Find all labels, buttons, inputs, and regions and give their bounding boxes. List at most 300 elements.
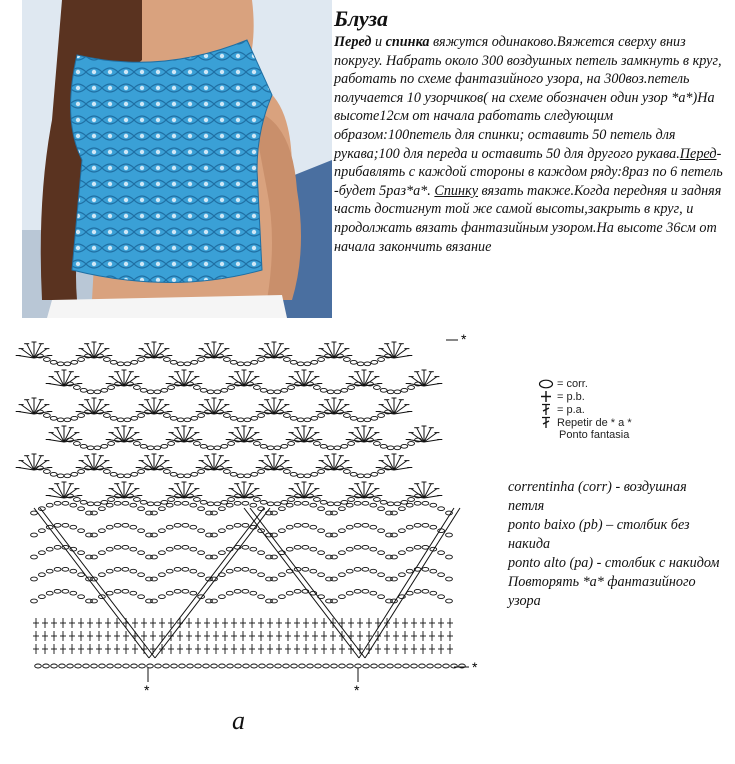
foundation-chain: [419, 664, 426, 668]
chain-stitch: [230, 472, 237, 476]
chain-stitch: [408, 498, 415, 502]
chain-stitch: [354, 501, 361, 505]
chain-stitch: [219, 595, 226, 599]
foundation-chain: [171, 664, 178, 668]
foundation-chain: [99, 664, 106, 668]
chain-stitch: [346, 569, 353, 573]
chain-stitch: [380, 500, 387, 504]
chain-stitch: [130, 525, 137, 529]
chain-stitch: [331, 599, 338, 603]
chain-stitch: [54, 545, 61, 549]
chain-stitch: [258, 551, 265, 555]
chain-stitch: [438, 507, 445, 511]
chain-stitch: [362, 567, 369, 571]
chain-stitch: [219, 507, 226, 511]
chain-stitch: [348, 498, 355, 502]
chain-stitch: [281, 388, 288, 392]
chain-stitch: [250, 569, 257, 573]
chain-stitch: [219, 529, 226, 533]
chain-stitch: [286, 503, 293, 507]
chain-stitch: [130, 569, 137, 573]
chain-stitch: [387, 446, 394, 450]
chain-stitch: [318, 551, 325, 555]
chain-stitch: [159, 595, 166, 599]
chain-stitch: [387, 502, 394, 506]
chain-stitch: [362, 545, 369, 549]
chain-stitch: [106, 591, 113, 595]
chain-stitch: [378, 414, 385, 418]
chain-stitch: [108, 386, 115, 390]
chain-stitch: [134, 498, 141, 502]
chain-stitch: [350, 416, 357, 420]
chain-stitch: [279, 573, 286, 577]
chain-stitch: [184, 474, 191, 478]
chain-stitch: [154, 390, 161, 394]
chain-stitch: [406, 525, 413, 529]
foundation-chain: [435, 664, 442, 668]
chain-stitch: [302, 567, 309, 571]
chain-stitch: [331, 577, 338, 581]
chain-stitch: [200, 388, 207, 392]
chain-stitch: [226, 525, 233, 529]
chain-stitch: [310, 569, 317, 573]
chain-stitch: [279, 507, 286, 511]
chain-stitch: [311, 416, 318, 420]
chain-stitch: [327, 502, 334, 506]
chain-stitch: [138, 595, 145, 599]
chain-stitch: [151, 533, 158, 537]
chain-stitch: [344, 358, 351, 362]
chain-stitch: [194, 442, 201, 446]
chain-stitch: [244, 474, 251, 478]
chain-stitch: [446, 577, 453, 581]
chain-stitch: [378, 529, 385, 533]
chain-stitch: [271, 599, 278, 603]
chain-stitch: [182, 567, 189, 571]
chain-stitch: [271, 577, 278, 581]
chain-stitch: [294, 523, 301, 527]
chain-stitch: [62, 501, 69, 505]
chain-stitch: [406, 547, 413, 551]
chain-stitch: [354, 545, 361, 549]
foundation-chain: [315, 664, 322, 668]
chain-stitch: [250, 591, 257, 595]
chain-stitch: [408, 386, 415, 390]
chain-stitch: [54, 501, 61, 505]
chain-stitch: [164, 358, 171, 362]
chain-stitch: [211, 599, 218, 603]
chain-stitch: [258, 414, 265, 418]
chain-stitch: [46, 569, 53, 573]
chain-stitch: [331, 511, 338, 515]
double-crochet-icon: [535, 416, 557, 429]
chain-oval-icon: [535, 379, 557, 389]
chain-stitch: [78, 529, 85, 533]
chain-stitch: [234, 567, 241, 571]
chain-stitch: [297, 474, 304, 478]
foundation-chain: [131, 664, 138, 668]
chain-stitch: [260, 444, 267, 448]
chain-stitch: [184, 362, 191, 366]
chain-stitch: [106, 525, 113, 529]
chain-stitch: [320, 444, 327, 448]
chain-stitch: [258, 358, 265, 362]
chain-stitch: [122, 545, 129, 549]
chain-stitch: [274, 446, 281, 450]
chain-stitch: [78, 595, 85, 599]
long-stitch-line: [250, 508, 365, 658]
chain-stitch: [430, 591, 437, 595]
chain-stitch: [50, 472, 57, 476]
chain-stitch: [147, 390, 154, 394]
chain-stitch: [134, 386, 141, 390]
foundation-chain: [155, 664, 162, 668]
chain-stitch: [290, 472, 297, 476]
chain-stitch: [190, 591, 197, 595]
chain-stitch: [174, 589, 181, 593]
glossary-item: Повторять *а* фантазийного узора: [508, 574, 696, 609]
chain-stitch: [151, 555, 158, 559]
foundation-chain: [35, 664, 42, 668]
chain-stitch: [422, 501, 429, 505]
chain-stitch: [237, 418, 244, 422]
chain-stitch: [198, 507, 205, 511]
chain-stitch: [304, 362, 311, 366]
chain-stitch: [131, 416, 138, 420]
chain-stitch: [339, 529, 346, 533]
chain-stitch: [168, 386, 175, 390]
chain-stitch: [166, 569, 173, 573]
chain-stitch: [198, 529, 205, 533]
legend-row-repeat: [535, 416, 632, 429]
chain-stitch: [182, 523, 189, 527]
chain-stitch: [344, 414, 351, 418]
chain-stitch: [362, 501, 369, 505]
chain-stitch: [234, 589, 241, 593]
chain-stitch: [318, 529, 325, 533]
chain-stitch: [279, 595, 286, 599]
chain-stitch: [130, 591, 137, 595]
foundation-chain: [203, 664, 210, 668]
chain-stitch: [339, 551, 346, 555]
blouse-photo: [22, 0, 332, 318]
chain-stitch: [64, 474, 71, 478]
chain-stitch: [54, 523, 61, 527]
chain-stitch: [370, 525, 377, 529]
chain-stitch: [99, 551, 106, 555]
chain-stitch: [391, 555, 398, 559]
legend-row-double: [535, 403, 632, 416]
chain-stitch: [346, 503, 353, 507]
chain-stitch: [394, 446, 401, 450]
chain-stitch: [318, 573, 325, 577]
chain-stitch: [99, 529, 106, 533]
chain-stitch: [258, 470, 265, 474]
chain-stitch: [46, 547, 53, 551]
chain-stitch: [354, 567, 361, 571]
crochet-chart: [14, 328, 494, 698]
foundation-chain: [91, 664, 98, 668]
foundation-chain: [115, 664, 122, 668]
chain-stitch: [357, 474, 364, 478]
chain-stitch: [64, 418, 71, 422]
chain-stitch: [267, 502, 274, 506]
chain-stitch: [380, 388, 387, 392]
chain-stitch: [99, 507, 106, 511]
chain-stitch: [378, 358, 385, 362]
legend-pattern-note: Ponto fantasia: [559, 429, 630, 441]
chain-stitch: [346, 547, 353, 551]
chain-stitch: [198, 358, 205, 362]
chain-stitch: [327, 446, 334, 450]
chain-stitch: [164, 414, 171, 418]
legend-row-single: [535, 390, 632, 403]
chain-stitch: [288, 442, 295, 446]
chain-stitch: [138, 470, 145, 474]
chain-stitch: [62, 523, 69, 527]
chain-stitch: [294, 545, 301, 549]
chain-stitch: [378, 573, 385, 577]
chain-stitch: [124, 362, 131, 366]
chain-stitch: [406, 569, 413, 573]
chain-stitch: [182, 589, 189, 593]
chain-stitch: [320, 388, 327, 392]
chain-stitch: [101, 388, 108, 392]
chain-stitch: [334, 502, 341, 506]
chain-stitch: [357, 418, 364, 422]
chain-stitch: [80, 388, 87, 392]
chain-stitch: [214, 502, 221, 506]
chain-stitch: [346, 525, 353, 529]
chain-stitch: [74, 498, 81, 502]
chain-stitch: [304, 474, 311, 478]
chain-stitch: [370, 503, 377, 507]
blouse-photo-illustration: [22, 0, 332, 318]
chain-stitch: [430, 503, 437, 507]
chain-stitch: [170, 472, 177, 476]
foundation-chain: [371, 664, 378, 668]
chain-stitch: [214, 390, 221, 394]
chain-stitch: [130, 503, 137, 507]
instructions-part-2: -прибавлять с каждой стороны в каждом ряду:8раз по 6 петель -будет 5раз*а*.: [334, 145, 723, 199]
chain-stitch: [131, 360, 138, 364]
front-keyword-2: Перед: [679, 145, 717, 162]
chain-stitch: [408, 442, 415, 446]
chain-stitch: [198, 573, 205, 577]
chain-stitch: [57, 362, 64, 366]
chain-stitch: [131, 472, 138, 476]
chain-stitch: [230, 416, 237, 420]
chain-stitch: [31, 577, 38, 581]
chain-stitch: [130, 547, 137, 551]
chain-stitch: [44, 414, 51, 418]
chain-stitch: [221, 388, 228, 392]
chain-stitch: [414, 501, 421, 505]
chain-stitch: [122, 523, 129, 527]
chain-stitch: [71, 416, 78, 420]
chain-stitch: [364, 418, 371, 422]
chain-stitch: [214, 446, 221, 450]
chain-stitch: [138, 507, 145, 511]
glossary-item: ponto alto (pa) - столбик с накидом: [508, 555, 720, 571]
chain-stitch: [284, 358, 291, 362]
chain-stitch: [177, 418, 184, 422]
chain-stitch: [341, 444, 348, 448]
chain-stitch: [387, 390, 394, 394]
chain-stitch: [147, 446, 154, 450]
chain-stitch: [140, 444, 147, 448]
chain-stitch: [378, 551, 385, 555]
instructions-part-1: вяжутся одинаково.Вяжется сверху вниз покругу. Набрать около 300 воздушных петель замкнуть в круг, работать по схеме фантазийного узора, на 300воз.петель получается 10 узорчиков( на схеме обозначен один узор *а*)На высоте12см от начала работать следующим образом:100петель для спинки; оставить 50 петель для рукава;100 для переда и оставить 50 для другого рукава.: [334, 34, 722, 162]
chain-stitch: [228, 386, 235, 390]
chain-stitch: [302, 501, 309, 505]
chain-stitch: [191, 416, 198, 420]
chain-stitch: [250, 503, 257, 507]
chain-stitch: [314, 498, 321, 502]
chain-stitch: [344, 470, 351, 474]
foundation-chain: [323, 664, 330, 668]
chain-stitch: [224, 470, 231, 474]
chain-stitch: [114, 567, 121, 571]
chain-stitch: [286, 525, 293, 529]
glossary-item: correntinha (corr) - воздушная петля: [508, 479, 687, 514]
chain-stitch: [242, 567, 249, 571]
chain-stitch: [228, 498, 235, 502]
foundation-chain: [427, 664, 434, 668]
chain-stitch: [110, 416, 117, 420]
chain-stitch: [348, 442, 355, 446]
chain-stitch: [106, 503, 113, 507]
chain-stitch: [190, 569, 197, 573]
chain-stitch: [122, 567, 129, 571]
foundation-chain: [243, 664, 250, 668]
chain-stitch: [350, 472, 357, 476]
chain-stitch: [122, 501, 129, 505]
chain-stitch: [364, 362, 371, 366]
chain-stitch: [174, 501, 181, 505]
chain-stitch: [339, 507, 346, 511]
chain-stitch: [430, 525, 437, 529]
chain-stitch: [87, 390, 94, 394]
and-word: и: [371, 34, 386, 50]
chain-stitch: [244, 418, 251, 422]
chain-stitch: [234, 501, 241, 505]
chain-stitch: [184, 418, 191, 422]
chain-stitch: [297, 362, 304, 366]
chain-stitch: [260, 388, 267, 392]
chain-stitch: [62, 567, 69, 571]
chain-stitch: [406, 503, 413, 507]
chain-stitch: [110, 360, 117, 364]
chain-stitch: [78, 507, 85, 511]
chain-stitch: [78, 414, 85, 418]
foundation-chain: [75, 664, 82, 668]
chain-stitch: [31, 599, 38, 603]
back-keyword: спинка: [385, 34, 430, 50]
foundation-chain: [307, 664, 314, 668]
instructions-text: [334, 33, 726, 256]
chain-stitch: [219, 551, 226, 555]
repeat-marker-bottom-right: *: [354, 682, 360, 698]
chain-stitch: [117, 474, 124, 478]
chain-stitch: [401, 388, 408, 392]
chain-stitch: [104, 358, 111, 362]
foundation-chain: [331, 664, 338, 668]
chain-stitch: [438, 573, 445, 577]
chain-stitch: [91, 533, 98, 537]
chain-stitch: [140, 500, 147, 504]
chain-stitch: [154, 502, 161, 506]
chain-stitch: [271, 555, 278, 559]
chain-stitch: [260, 500, 267, 504]
chain-stitch: [258, 573, 265, 577]
foundation-chain: [395, 664, 402, 668]
chain-stitch: [304, 418, 311, 422]
chain-stitch: [274, 390, 281, 394]
foundation-chain: [403, 664, 410, 668]
chain-stitch: [207, 502, 214, 506]
chain-stitch: [124, 418, 131, 422]
chain-stitch: [284, 414, 291, 418]
chain-stitch: [244, 362, 251, 366]
chain-stitch: [320, 500, 327, 504]
chain-stitch: [46, 503, 53, 507]
chain-stitch: [446, 599, 453, 603]
chain-stitch: [250, 547, 257, 551]
repeat-marker-top: *: [461, 331, 467, 347]
chain-stitch: [74, 386, 81, 390]
foundation-chain: [43, 664, 50, 668]
chain-stitch: [339, 573, 346, 577]
foundation-chain: [163, 664, 170, 668]
chain-stitch: [446, 533, 453, 537]
chain-stitch: [87, 446, 94, 450]
chain-stitch: [242, 523, 249, 527]
chain-stitch: [147, 502, 154, 506]
chain-stitch: [117, 362, 124, 366]
chain-stitch: [391, 533, 398, 537]
chain-stitch: [414, 545, 421, 549]
chain-stitch: [91, 599, 98, 603]
chain-stitch: [174, 545, 181, 549]
chain-stitch: [207, 446, 214, 450]
back-keyword-2: Спинку: [434, 182, 478, 199]
chain-stitch: [161, 388, 168, 392]
chain-stitch: [284, 470, 291, 474]
chain-stitch: [50, 360, 57, 364]
chain-stitch: [138, 573, 145, 577]
chain-stitch: [354, 523, 361, 527]
pattern-label: а: [232, 706, 245, 735]
chain-stitch: [174, 567, 181, 571]
chain-stitch: [290, 360, 297, 364]
foundation-chain: [275, 664, 282, 668]
chain-stitch: [94, 502, 101, 506]
repeat-marker-bottom-left: *: [144, 682, 150, 698]
chain-stitch: [166, 547, 173, 551]
chain-stitch: [254, 386, 261, 390]
glossary-item: ponto baixo (pb) – столбик без накида: [508, 517, 690, 552]
chain-stitch: [438, 595, 445, 599]
chain-stitch: [54, 567, 61, 571]
chain-stitch: [224, 358, 231, 362]
front-keyword: Перед: [334, 34, 372, 50]
chain-stitch: [159, 573, 166, 577]
chain-stitch: [211, 555, 218, 559]
chain-stitch: [362, 589, 369, 593]
chain-stitch: [254, 442, 261, 446]
chain-stitch: [334, 390, 341, 394]
